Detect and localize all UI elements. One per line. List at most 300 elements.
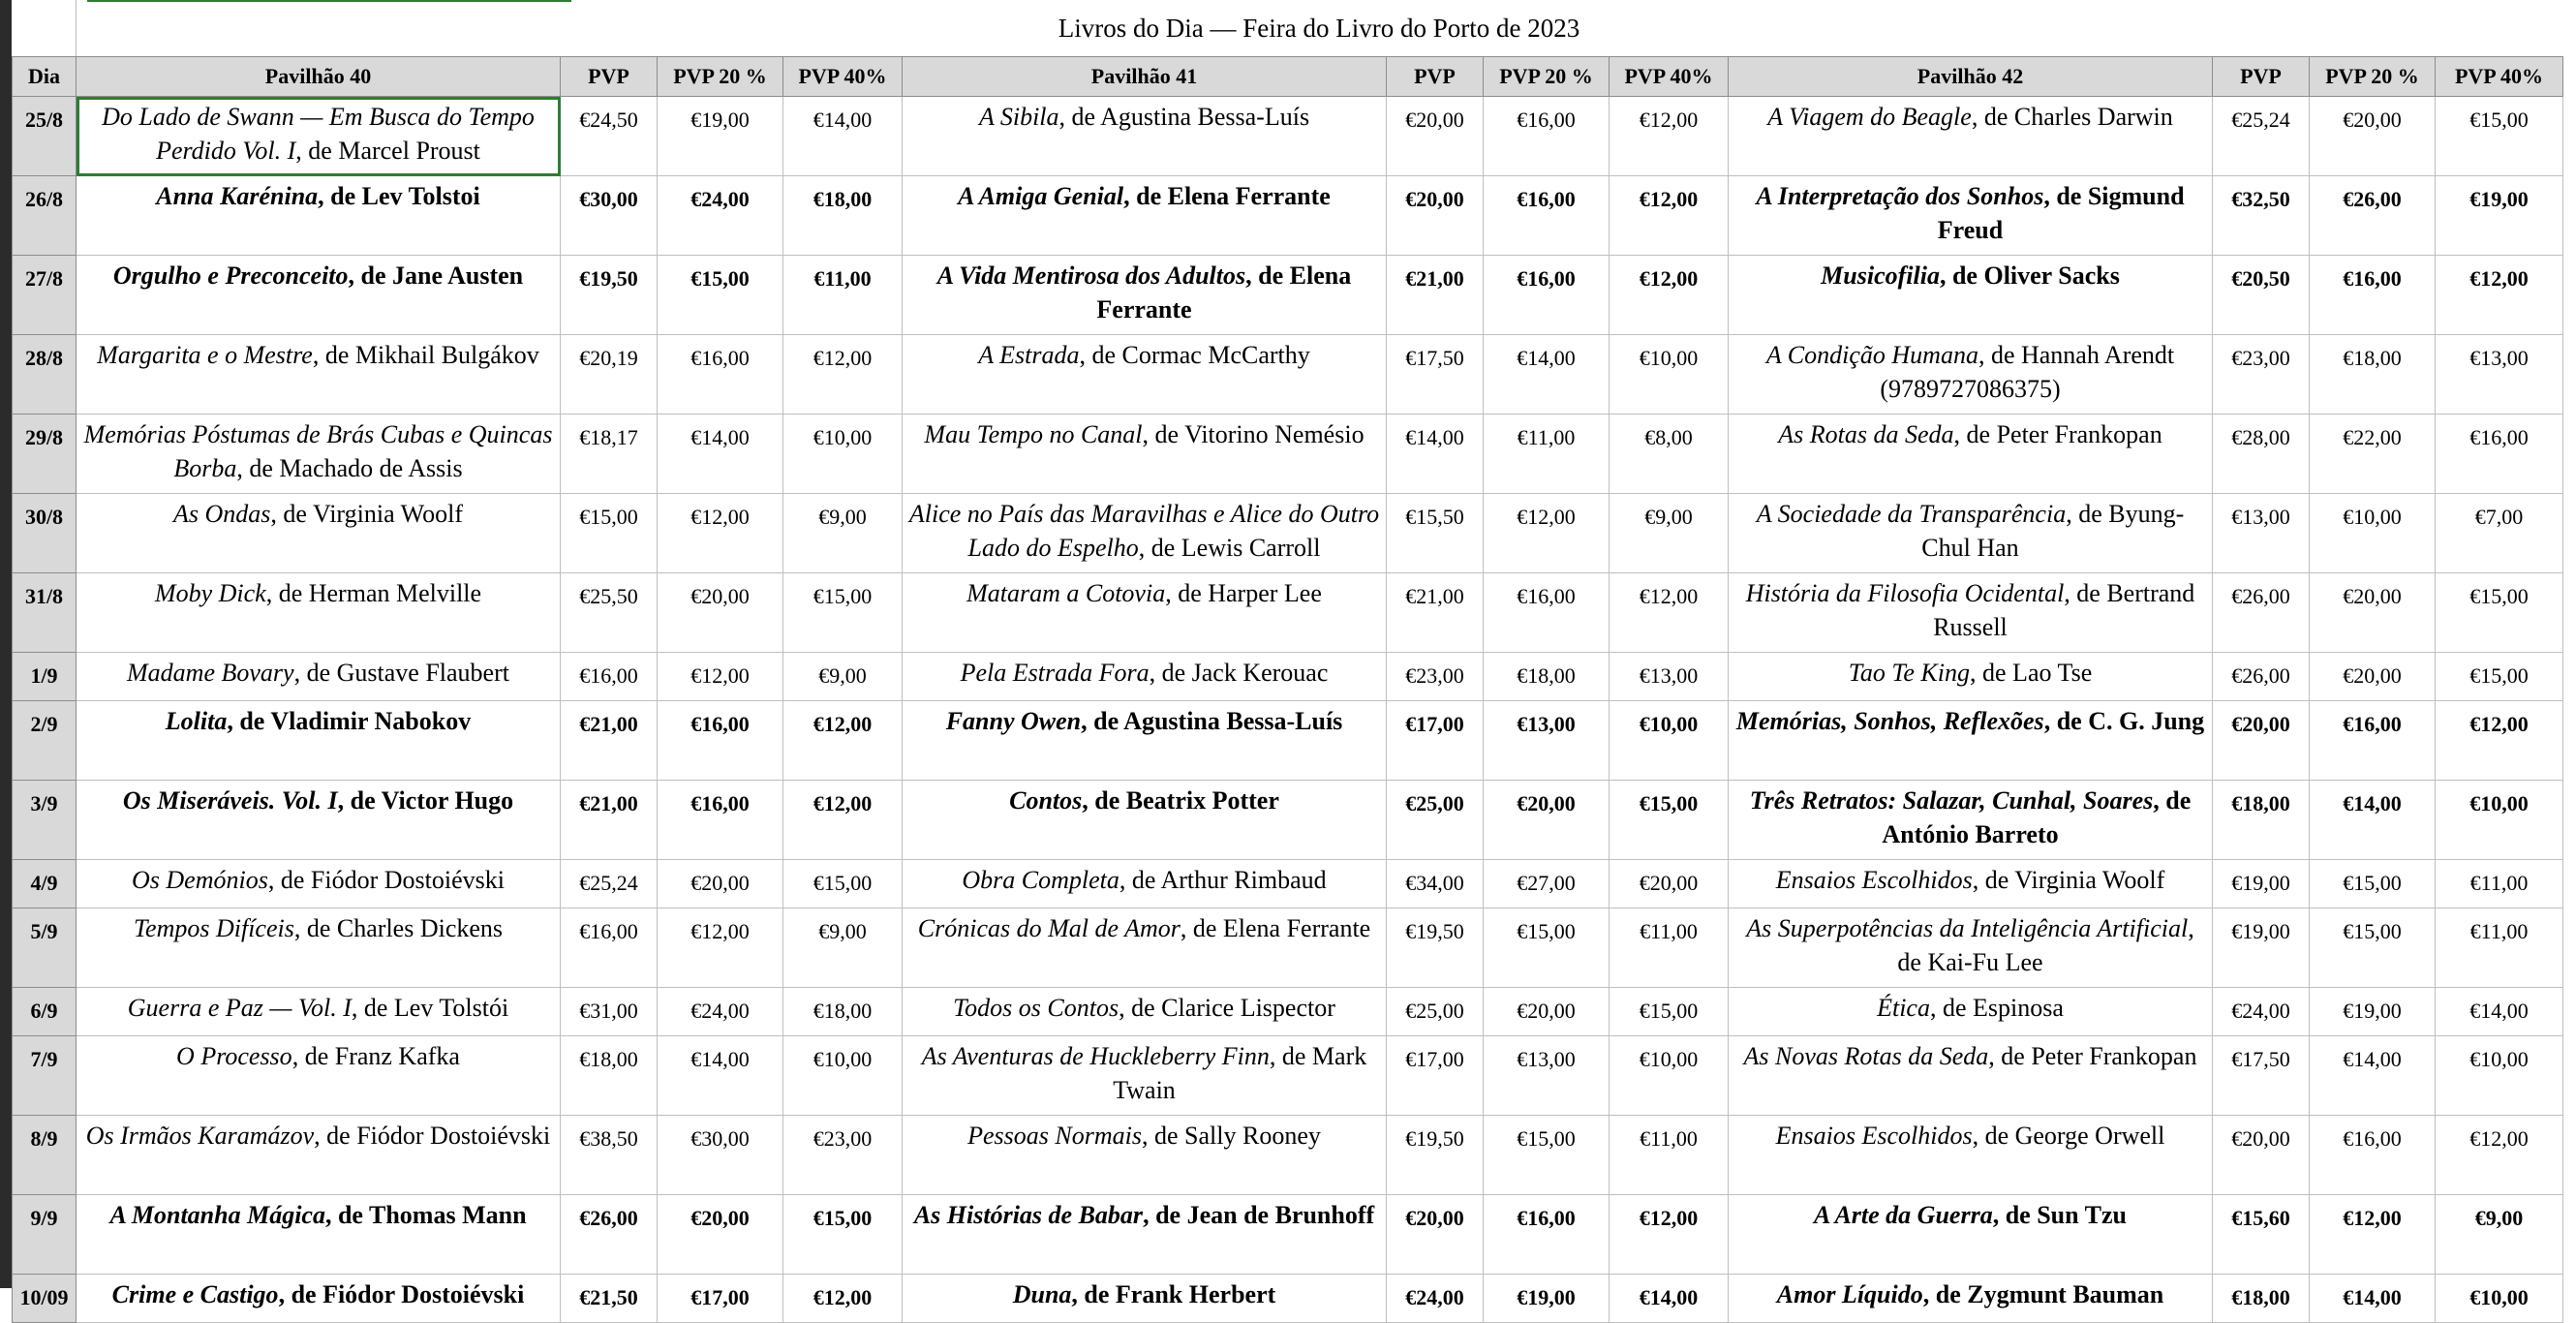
price-cell-pvp[interactable]: €17,00 bbox=[1387, 701, 1484, 781]
table-row bbox=[13, 701, 2563, 781]
price-cell-pvp[interactable]: €19,00 bbox=[2213, 908, 2310, 988]
book-cell-p40[interactable] bbox=[77, 1275, 561, 1323]
price-cell-pvp-20[interactable]: €10,00 bbox=[2310, 494, 2436, 573]
price-cell-pvp-40[interactable]: €15,00 bbox=[1610, 988, 1729, 1036]
price-cell-pvp[interactable]: €20,00 bbox=[1387, 97, 1484, 176]
day-cell[interactable]: 31/8 bbox=[13, 573, 77, 653]
day-cell[interactable]: 3/9 bbox=[13, 781, 77, 860]
price-cell-pvp-20[interactable]: €12,00 bbox=[658, 908, 783, 988]
price-cell-pvp-20[interactable]: €17,00 bbox=[658, 1275, 783, 1323]
price-cell-pvp-20[interactable]: €30,00 bbox=[658, 1116, 783, 1195]
price-cell-pvp[interactable]: €26,00 bbox=[561, 1195, 658, 1275]
price-cell-pvp-40[interactable]: €10,00 bbox=[1610, 701, 1729, 781]
book-author: , de Lev Tolstói bbox=[351, 994, 509, 1022]
book-title: As Rotas da Seda bbox=[1778, 420, 1954, 448]
price-cell-pvp[interactable]: €24,00 bbox=[1387, 1275, 1484, 1323]
book-author: , de Sally Rooney bbox=[1141, 1122, 1321, 1150]
price-cell-pvp[interactable]: €24,50 bbox=[561, 97, 658, 176]
day-cell[interactable]: 27/8 bbox=[13, 256, 77, 335]
book-cell-p42[interactable] bbox=[1729, 1195, 2213, 1275]
price-cell-pvp-20[interactable]: €15,00 bbox=[2310, 860, 2436, 908]
price-cell-pvp[interactable]: €26,00 bbox=[2213, 573, 2310, 653]
price-cell-pvp-40[interactable]: €23,00 bbox=[783, 1116, 903, 1195]
day-cell[interactable]: 7/9 bbox=[13, 1036, 77, 1116]
book-title: Obra Completa bbox=[962, 866, 1119, 894]
price-cell-pvp-20[interactable]: €16,00 bbox=[658, 701, 783, 781]
price-cell-pvp-20[interactable]: €16,00 bbox=[658, 781, 783, 860]
book-title: Guerra e Paz — Vol. I bbox=[127, 994, 352, 1022]
price-cell-pvp[interactable]: €19,50 bbox=[1387, 908, 1484, 988]
book-cell-p40[interactable] bbox=[77, 988, 561, 1036]
day-cell[interactable]: 26/8 bbox=[13, 176, 77, 256]
book-cell-p40[interactable] bbox=[77, 860, 561, 908]
price-cell-pvp[interactable]: €19,50 bbox=[561, 256, 658, 335]
price-cell-pvp[interactable]: €15,60 bbox=[2213, 1195, 2310, 1275]
book-title: Margarita e o Mestre bbox=[97, 341, 313, 369]
price-cell-pvp-20[interactable]: €15,00 bbox=[1484, 908, 1610, 988]
day-cell[interactable]: 2/9 bbox=[13, 701, 77, 781]
price-cell-pvp-40[interactable]: €15,00 bbox=[783, 573, 903, 653]
book-cell-p42[interactable] bbox=[1729, 573, 2213, 653]
day-cell[interactable]: 29/8 bbox=[13, 415, 77, 494]
price-cell-pvp[interactable]: €20,00 bbox=[1387, 1195, 1484, 1275]
book-title: A Interpretação dos Sonhos bbox=[1756, 182, 2044, 210]
price-cell-pvp[interactable]: €25,24 bbox=[2213, 97, 2310, 176]
table-row bbox=[13, 1036, 2563, 1116]
price-cell-pvp-40[interactable]: €12,00 bbox=[1610, 1195, 1729, 1275]
price-cell-pvp[interactable]: €16,00 bbox=[561, 653, 658, 701]
price-cell-pvp-20[interactable]: €14,00 bbox=[2310, 1036, 2436, 1116]
price-cell-pvp-20[interactable]: €13,00 bbox=[1484, 1036, 1610, 1116]
price-cell-pvp-20[interactable]: €16,00 bbox=[2310, 256, 2436, 335]
price-cell-pvp-40[interactable]: €10,00 bbox=[1610, 335, 1729, 415]
book-author: , de Vladimir Nabokov bbox=[227, 707, 472, 735]
header-pvp40-40[interactable]: PVP 40% bbox=[783, 57, 903, 97]
price-cell-pvp-20[interactable]: €26,00 bbox=[2310, 176, 2436, 256]
book-author: , de Charles Darwin bbox=[1971, 103, 2173, 131]
price-cell-pvp[interactable]: €21,00 bbox=[561, 781, 658, 860]
price-cell-pvp-40[interactable]: €14,00 bbox=[2436, 988, 2563, 1036]
book-author: , de Charles Dickens bbox=[293, 914, 504, 942]
book-cell-p41[interactable] bbox=[903, 1036, 1387, 1116]
price-cell-pvp-20[interactable]: €15,00 bbox=[2310, 908, 2436, 988]
book-title: Anna Karénina bbox=[156, 182, 319, 210]
price-cell-pvp-40[interactable]: €18,00 bbox=[783, 988, 903, 1036]
book-title: Moby Dick bbox=[154, 579, 266, 607]
price-cell-pvp-20[interactable]: €14,00 bbox=[1484, 335, 1610, 415]
book-title: Memórias, Sonhos, Reflexões bbox=[1735, 707, 2044, 735]
price-cell-pvp[interactable]: €25,00 bbox=[1387, 781, 1484, 860]
price-cell-pvp[interactable]: €13,00 bbox=[2213, 494, 2310, 573]
book-cell-p41[interactable] bbox=[903, 494, 1387, 573]
book-cell-p42[interactable] bbox=[1729, 335, 2213, 415]
price-cell-pvp[interactable]: €38,50 bbox=[561, 1116, 658, 1195]
book-title: As Ondas bbox=[173, 500, 271, 528]
price-cell-pvp-20[interactable]: €20,00 bbox=[2310, 97, 2436, 176]
header-pavilhao-42[interactable]: Pavilhão 42 bbox=[1729, 57, 2213, 97]
price-cell-pvp-20[interactable]: €16,00 bbox=[1484, 97, 1610, 176]
price-cell-pvp-40[interactable]: €15,00 bbox=[2436, 573, 2563, 653]
day-cell[interactable]: 6/9 bbox=[13, 988, 77, 1036]
book-cell-p40[interactable] bbox=[77, 781, 561, 860]
price-cell-pvp[interactable]: €34,00 bbox=[1387, 860, 1484, 908]
book-title: A Estrada bbox=[978, 341, 1080, 369]
price-cell-pvp[interactable]: €24,00 bbox=[2213, 988, 2310, 1036]
book-author: , de Gustave Flaubert bbox=[293, 659, 509, 687]
book-title: Madame Bovary bbox=[127, 659, 294, 687]
price-cell-pvp[interactable]: €20,00 bbox=[2213, 1116, 2310, 1195]
book-cell-p40[interactable] bbox=[77, 494, 561, 573]
price-cell-pvp-20[interactable]: €24,00 bbox=[658, 988, 783, 1036]
book-cell-p42[interactable] bbox=[1729, 653, 2213, 701]
price-cell-pvp-20[interactable]: €14,00 bbox=[658, 415, 783, 494]
price-cell-pvp-40[interactable]: €12,00 bbox=[783, 1275, 903, 1323]
price-cell-pvp-20[interactable]: €12,00 bbox=[658, 494, 783, 573]
price-cell-pvp-40[interactable]: €11,00 bbox=[2436, 908, 2563, 988]
books-table bbox=[12, 56, 2563, 1323]
price-cell-pvp[interactable]: €25,50 bbox=[561, 573, 658, 653]
book-title: A Montanha Mágica bbox=[109, 1201, 325, 1229]
book-cell-p42[interactable] bbox=[1729, 1116, 2213, 1195]
price-cell-pvp-40[interactable]: €7,00 bbox=[2436, 494, 2563, 573]
book-cell-p41[interactable] bbox=[903, 701, 1387, 781]
book-cell-p42[interactable] bbox=[1729, 415, 2213, 494]
book-author: , de Lewis Carroll bbox=[1138, 534, 1321, 562]
price-cell-pvp-40[interactable]: €12,00 bbox=[2436, 256, 2563, 335]
book-cell-p41[interactable] bbox=[903, 1195, 1387, 1275]
book-cell-p40[interactable] bbox=[77, 176, 561, 256]
price-cell-pvp-40[interactable]: €18,00 bbox=[783, 176, 903, 256]
header-pvp20-41[interactable]: PVP 20 % bbox=[1484, 57, 1610, 97]
price-cell-pvp[interactable]: €26,00 bbox=[2213, 653, 2310, 701]
price-cell-pvp-40[interactable]: €12,00 bbox=[783, 335, 903, 415]
price-cell-pvp-40[interactable]: €12,00 bbox=[2436, 1116, 2563, 1195]
price-cell-pvp-20[interactable]: €16,00 bbox=[658, 335, 783, 415]
price-cell-pvp-40[interactable]: €11,00 bbox=[1610, 1116, 1729, 1195]
price-cell-pvp-40[interactable]: €19,00 bbox=[2436, 176, 2563, 256]
book-title: Ensaios Escolhidos bbox=[1775, 1122, 1973, 1150]
price-cell-pvp-20[interactable]: €18,00 bbox=[1484, 653, 1610, 701]
price-cell-pvp[interactable]: €20,50 bbox=[2213, 256, 2310, 335]
book-title: Os Miseráveis. Vol. I bbox=[122, 786, 338, 815]
book-cell-p40[interactable] bbox=[77, 97, 561, 176]
book-cell-p42[interactable] bbox=[1729, 256, 2213, 335]
price-cell-pvp-20[interactable]: €16,00 bbox=[1484, 573, 1610, 653]
price-cell-pvp-40[interactable]: €10,00 bbox=[2436, 1036, 2563, 1116]
price-cell-pvp-20[interactable]: €15,00 bbox=[1484, 1116, 1610, 1195]
book-title: Crónicas do Mal de Amor bbox=[917, 914, 1181, 942]
price-cell-pvp-40[interactable]: €13,00 bbox=[2436, 335, 2563, 415]
price-cell-pvp-20[interactable]: €16,00 bbox=[2310, 701, 2436, 781]
book-cell-p42[interactable] bbox=[1729, 97, 2213, 176]
book-cell-p40[interactable] bbox=[77, 653, 561, 701]
price-cell-pvp[interactable]: €15,50 bbox=[1387, 494, 1484, 573]
price-cell-pvp-20[interactable]: €12,00 bbox=[2310, 1195, 2436, 1275]
price-cell-pvp-20[interactable]: €20,00 bbox=[658, 573, 783, 653]
header-pvp-40[interactable]: PVP bbox=[561, 57, 658, 97]
price-cell-pvp-20[interactable]: €16,00 bbox=[1484, 256, 1610, 335]
book-cell-p40[interactable] bbox=[77, 1195, 561, 1275]
price-cell-pvp-40[interactable]: €15,00 bbox=[783, 1195, 903, 1275]
price-cell-pvp-20[interactable]: €19,00 bbox=[658, 97, 783, 176]
price-cell-pvp[interactable]: €21,00 bbox=[1387, 573, 1484, 653]
price-cell-pvp-40[interactable]: €12,00 bbox=[2436, 701, 2563, 781]
header-pvp20-42[interactable]: PVP 20 % bbox=[2310, 57, 2436, 97]
price-cell-pvp-20[interactable]: €20,00 bbox=[1484, 988, 1610, 1036]
book-cell-p42[interactable] bbox=[1729, 781, 2213, 860]
book-title: Tempos Difíceis bbox=[133, 914, 294, 942]
price-cell-pvp-20[interactable]: €20,00 bbox=[658, 860, 783, 908]
price-cell-pvp-20[interactable]: €20,00 bbox=[658, 1195, 783, 1275]
price-cell-pvp-20[interactable]: €14,00 bbox=[2310, 1275, 2436, 1323]
book-author: , de Peter Frankopan bbox=[1988, 1042, 2197, 1070]
book-author: , de Fiódor Dostoiévski bbox=[267, 866, 505, 894]
price-cell-pvp-40[interactable]: €8,00 bbox=[1610, 415, 1729, 494]
book-author: , de Elena Ferrante bbox=[1180, 914, 1371, 942]
price-cell-pvp[interactable]: €19,00 bbox=[2213, 860, 2310, 908]
header-pvp20-40[interactable]: PVP 20 % bbox=[658, 57, 783, 97]
price-cell-pvp-40[interactable]: €9,00 bbox=[2436, 1195, 2563, 1275]
day-cell[interactable]: 28/8 bbox=[13, 335, 77, 415]
price-cell-pvp[interactable]: €15,00 bbox=[561, 494, 658, 573]
price-cell-pvp-20[interactable]: €20,00 bbox=[1484, 781, 1610, 860]
price-cell-pvp-20[interactable]: €15,00 bbox=[658, 256, 783, 335]
book-author: , de Peter Frankopan bbox=[1953, 420, 2162, 448]
price-cell-pvp-20[interactable]: €20,00 bbox=[2310, 653, 2436, 701]
price-cell-pvp[interactable]: €30,00 bbox=[561, 176, 658, 256]
book-author: , de Cormac McCarthy bbox=[1079, 341, 1310, 369]
title-corner-cell[interactable] bbox=[12, 0, 77, 56]
price-cell-pvp[interactable]: €31,00 bbox=[561, 988, 658, 1036]
book-cell-p42[interactable] bbox=[1729, 1036, 2213, 1116]
price-cell-pvp-20[interactable]: €14,00 bbox=[2310, 781, 2436, 860]
book-title: Orgulho e Preconceito bbox=[112, 262, 349, 290]
price-cell-pvp-20[interactable]: €19,00 bbox=[2310, 988, 2436, 1036]
book-title: Musicofilia bbox=[1821, 262, 1940, 290]
price-cell-pvp-40[interactable]: €11,00 bbox=[1610, 908, 1729, 988]
table-row bbox=[13, 1116, 2563, 1195]
book-cell-p42[interactable] bbox=[1729, 701, 2213, 781]
price-cell-pvp[interactable]: €21,00 bbox=[561, 701, 658, 781]
table-body bbox=[13, 97, 2563, 1323]
book-cell-p40[interactable] bbox=[77, 415, 561, 494]
day-cell[interactable]: 8/9 bbox=[13, 1116, 77, 1195]
price-cell-pvp-40[interactable]: €20,00 bbox=[1610, 860, 1729, 908]
book-cell-p41[interactable] bbox=[903, 573, 1387, 653]
book-title: Pela Estrada Fora bbox=[960, 659, 1150, 687]
price-cell-pvp[interactable]: €17,50 bbox=[2213, 1036, 2310, 1116]
price-cell-pvp[interactable]: €17,00 bbox=[1387, 1036, 1484, 1116]
book-cell-p42[interactable] bbox=[1729, 1275, 2213, 1323]
book-cell-p41[interactable] bbox=[903, 415, 1387, 494]
book-cell-p41[interactable] bbox=[903, 335, 1387, 415]
book-cell-p41[interactable] bbox=[903, 176, 1387, 256]
book-cell-p41[interactable] bbox=[903, 1275, 1387, 1323]
day-cell[interactable]: 9/9 bbox=[13, 1195, 77, 1275]
header-dia[interactable]: Dia bbox=[13, 57, 77, 97]
table-row bbox=[13, 256, 2563, 335]
price-cell-pvp[interactable]: €20,00 bbox=[1387, 176, 1484, 256]
price-cell-pvp-40[interactable]: €12,00 bbox=[783, 781, 903, 860]
price-cell-pvp-20[interactable]: €27,00 bbox=[1484, 860, 1610, 908]
price-cell-pvp-40[interactable]: €11,00 bbox=[2436, 860, 2563, 908]
price-cell-pvp-40[interactable]: €10,00 bbox=[1610, 1036, 1729, 1116]
day-cell[interactable]: 4/9 bbox=[13, 860, 77, 908]
book-title: Memórias Póstumas de Brás Cubas e Quincas Borba bbox=[83, 420, 553, 482]
price-cell-pvp[interactable]: €18,00 bbox=[561, 1036, 658, 1116]
price-cell-pvp[interactable]: €32,50 bbox=[2213, 176, 2310, 256]
book-author: , de Hannah Arendt (9789727086375) bbox=[1880, 341, 2175, 403]
price-cell-pvp[interactable]: €28,00 bbox=[2213, 415, 2310, 494]
table-row bbox=[13, 781, 2563, 860]
sheet-title[interactable]: Livros do Dia — Feira do Livro do Porto de 2023 bbox=[1058, 14, 1580, 43]
book-cell-p41[interactable] bbox=[903, 988, 1387, 1036]
book-cell-p41[interactable] bbox=[903, 908, 1387, 988]
price-cell-pvp-40[interactable]: €14,00 bbox=[1610, 1275, 1729, 1323]
price-cell-pvp[interactable]: €17,50 bbox=[1387, 335, 1484, 415]
price-cell-pvp-40[interactable]: €16,00 bbox=[2436, 415, 2563, 494]
price-cell-pvp[interactable]: €21,50 bbox=[561, 1275, 658, 1323]
price-cell-pvp-40[interactable]: €11,00 bbox=[783, 256, 903, 335]
day-cell[interactable]: 30/8 bbox=[13, 494, 77, 573]
table-row bbox=[13, 573, 2563, 653]
book-cell-p41[interactable] bbox=[903, 781, 1387, 860]
price-cell-pvp[interactable]: €25,24 bbox=[561, 860, 658, 908]
price-cell-pvp-20[interactable]: €12,00 bbox=[1484, 494, 1610, 573]
book-cell-p41[interactable] bbox=[903, 860, 1387, 908]
book-cell-p42[interactable] bbox=[1729, 988, 2213, 1036]
price-cell-pvp[interactable]: €18,17 bbox=[561, 415, 658, 494]
book-cell-p41[interactable] bbox=[903, 97, 1387, 176]
book-cell-p40[interactable] bbox=[77, 1036, 561, 1116]
book-title: O Processo bbox=[176, 1042, 292, 1070]
price-cell-pvp[interactable]: €19,50 bbox=[1387, 1116, 1484, 1195]
book-author: , de Jack Kerouac bbox=[1149, 659, 1329, 687]
price-cell-pvp[interactable]: €23,00 bbox=[1387, 653, 1484, 701]
book-author: , de Virginia Woolf bbox=[270, 500, 463, 528]
price-cell-pvp-40[interactable]: €12,00 bbox=[1610, 256, 1729, 335]
book-author: , de Jane Austen bbox=[348, 262, 524, 290]
price-cell-pvp-40[interactable]: €10,00 bbox=[2436, 781, 2563, 860]
book-cell-p40[interactable] bbox=[77, 573, 561, 653]
price-cell-pvp-20[interactable]: €24,00 bbox=[658, 176, 783, 256]
price-cell-pvp-40[interactable]: €15,00 bbox=[2436, 653, 2563, 701]
price-cell-pvp-40[interactable]: €9,00 bbox=[783, 653, 903, 701]
book-author: , de Espinosa bbox=[1929, 994, 2064, 1022]
header-pvp40-42[interactable]: PVP 40% bbox=[2436, 57, 2563, 97]
table-row bbox=[13, 1275, 2563, 1323]
table-row bbox=[13, 1195, 2563, 1275]
book-title: História da Filosofia Ocidental bbox=[1745, 579, 2065, 607]
price-cell-pvp-20[interactable]: €20,00 bbox=[2310, 573, 2436, 653]
price-cell-pvp[interactable]: €21,00 bbox=[1387, 256, 1484, 335]
book-author: , de Sun Tzu bbox=[1992, 1201, 2127, 1229]
book-author: , de Agustina Bessa-Luís bbox=[1081, 707, 1343, 735]
book-cell-p40[interactable] bbox=[77, 256, 561, 335]
price-cell-pvp[interactable]: €20,00 bbox=[2213, 701, 2310, 781]
day-cell[interactable]: 25/8 bbox=[13, 97, 77, 176]
price-cell-pvp-40[interactable]: €14,00 bbox=[783, 97, 903, 176]
book-cell-p40[interactable] bbox=[77, 1116, 561, 1195]
price-cell-pvp-40[interactable]: €9,00 bbox=[783, 908, 903, 988]
book-title: A Sibila bbox=[978, 103, 1059, 131]
price-cell-pvp-20[interactable]: €16,00 bbox=[1484, 1195, 1610, 1275]
price-cell-pvp-20[interactable]: €16,00 bbox=[2310, 1116, 2436, 1195]
book-cell-p42[interactable] bbox=[1729, 176, 2213, 256]
price-cell-pvp-40[interactable]: €12,00 bbox=[1610, 573, 1729, 653]
price-cell-pvp-40[interactable]: €13,00 bbox=[1610, 653, 1729, 701]
price-cell-pvp-40[interactable]: €15,00 bbox=[1610, 781, 1729, 860]
book-author: , de Machado de Assis bbox=[236, 454, 463, 482]
book-author: , de Sigmund Freud bbox=[1937, 182, 2185, 244]
price-cell-pvp-40[interactable]: €10,00 bbox=[783, 415, 903, 494]
price-cell-pvp-20[interactable]: €19,00 bbox=[1484, 1275, 1610, 1323]
price-cell-pvp-40[interactable]: €15,00 bbox=[2436, 97, 2563, 176]
price-cell-pvp-20[interactable]: €13,00 bbox=[1484, 701, 1610, 781]
book-cell-p41[interactable] bbox=[903, 256, 1387, 335]
book-author: , de Lao Tse bbox=[1970, 659, 2093, 687]
price-cell-pvp-20[interactable]: €18,00 bbox=[2310, 335, 2436, 415]
price-cell-pvp[interactable]: €14,00 bbox=[1387, 415, 1484, 494]
price-cell-pvp[interactable]: €20,19 bbox=[561, 335, 658, 415]
book-title: A Amiga Genial bbox=[958, 182, 1124, 210]
price-cell-pvp-20[interactable]: €11,00 bbox=[1484, 415, 1610, 494]
book-cell-p42[interactable] bbox=[1729, 908, 2213, 988]
book-title: Os Demónios bbox=[132, 866, 268, 894]
price-cell-pvp-20[interactable]: €16,00 bbox=[1484, 176, 1610, 256]
price-cell-pvp[interactable]: €18,00 bbox=[2213, 781, 2310, 860]
price-cell-pvp-20[interactable]: €12,00 bbox=[658, 653, 783, 701]
price-cell-pvp[interactable]: €16,00 bbox=[561, 908, 658, 988]
book-title: Os Irmãos Karamázov bbox=[85, 1122, 315, 1150]
header-pavilhao-41[interactable]: Pavilhão 41 bbox=[903, 57, 1387, 97]
book-author: , de George Orwell bbox=[1972, 1122, 2165, 1150]
price-cell-pvp-40[interactable]: €9,00 bbox=[783, 494, 903, 573]
book-cell-p40[interactable] bbox=[77, 335, 561, 415]
header-pavilhao-40[interactable]: Pavilhão 40 bbox=[77, 57, 561, 97]
price-cell-pvp-40[interactable]: €10,00 bbox=[2436, 1275, 2563, 1323]
price-cell-pvp[interactable]: €18,00 bbox=[2213, 1275, 2310, 1323]
day-cell[interactable]: 10/09 bbox=[13, 1275, 77, 1323]
book-author: , de Kai-Fu Lee bbox=[1897, 914, 2194, 976]
book-title: Crime e Castigo bbox=[111, 1280, 279, 1308]
book-cell-p41[interactable] bbox=[903, 1116, 1387, 1195]
header-pvp40-41[interactable]: PVP 40% bbox=[1610, 57, 1729, 97]
price-cell-pvp-40[interactable]: €15,00 bbox=[783, 860, 903, 908]
price-cell-pvp[interactable]: €25,00 bbox=[1387, 988, 1484, 1036]
book-author: , de Virginia Woolf bbox=[1972, 866, 2165, 894]
book-cell-p42[interactable] bbox=[1729, 860, 2213, 908]
price-cell-pvp-20[interactable]: €14,00 bbox=[658, 1036, 783, 1116]
price-cell-pvp-40[interactable]: €12,00 bbox=[1610, 97, 1729, 176]
price-cell-pvp-40[interactable]: €10,00 bbox=[783, 1036, 903, 1116]
price-cell-pvp-20[interactable]: €22,00 bbox=[2310, 415, 2436, 494]
price-cell-pvp-40[interactable]: €9,00 bbox=[1610, 494, 1729, 573]
book-cell-p42[interactable] bbox=[1729, 494, 2213, 573]
day-cell[interactable]: 1/9 bbox=[13, 653, 77, 701]
book-cell-p41[interactable] bbox=[903, 653, 1387, 701]
book-title: A Condição Humana bbox=[1765, 341, 1978, 369]
book-author: , de Victor Hugo bbox=[337, 786, 514, 815]
day-cell[interactable]: 5/9 bbox=[13, 908, 77, 988]
book-cell-p40[interactable] bbox=[77, 908, 561, 988]
header-pvp-41[interactable]: PVP bbox=[1387, 57, 1484, 97]
price-cell-pvp-40[interactable]: €12,00 bbox=[1610, 176, 1729, 256]
header-pvp-42[interactable]: PVP bbox=[2213, 57, 2310, 97]
price-cell-pvp[interactable]: €23,00 bbox=[2213, 335, 2310, 415]
price-cell-pvp-40[interactable]: €12,00 bbox=[783, 701, 903, 781]
book-cell-p40[interactable] bbox=[77, 701, 561, 781]
